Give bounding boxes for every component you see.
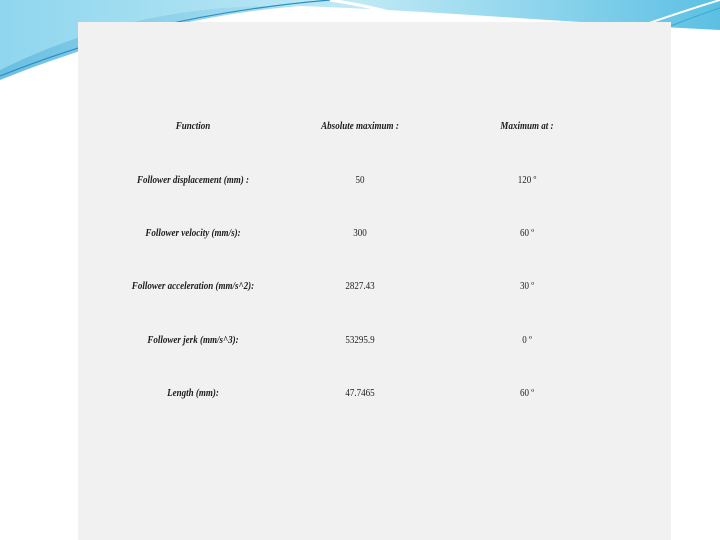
row-label-velocity: Follower velocity (mm/s): bbox=[145, 227, 241, 239]
row-label-jerk: Follower jerk (mm/s^3): bbox=[147, 334, 239, 346]
row-angle-length: 60 º bbox=[519, 387, 535, 399]
row-value-length: 47.7465 bbox=[345, 387, 375, 399]
header-absolute-maximum: Absolute maximum : bbox=[321, 120, 399, 132]
row-label-displacement: Follower displacement (mm) : bbox=[137, 174, 249, 186]
row-angle-displacement: 120 º bbox=[517, 174, 537, 186]
row-value-acceleration: 2827.43 bbox=[345, 280, 375, 292]
header-function: Function bbox=[175, 120, 211, 132]
row-value-jerk: 53295.9 bbox=[345, 334, 375, 346]
row-label-acceleration: Follower acceleration (mm/s^2): bbox=[131, 280, 255, 292]
row-label-length: Length (mm): bbox=[167, 387, 219, 399]
content-panel bbox=[78, 22, 671, 540]
row-value-velocity: 300 bbox=[353, 227, 367, 239]
row-value-displacement: 50 bbox=[355, 174, 365, 186]
header-maximum-at: Maximum at : bbox=[500, 120, 554, 132]
row-angle-jerk: 0 º bbox=[522, 334, 532, 346]
row-angle-acceleration: 30 º bbox=[519, 280, 535, 292]
row-angle-velocity: 60 º bbox=[519, 227, 535, 239]
